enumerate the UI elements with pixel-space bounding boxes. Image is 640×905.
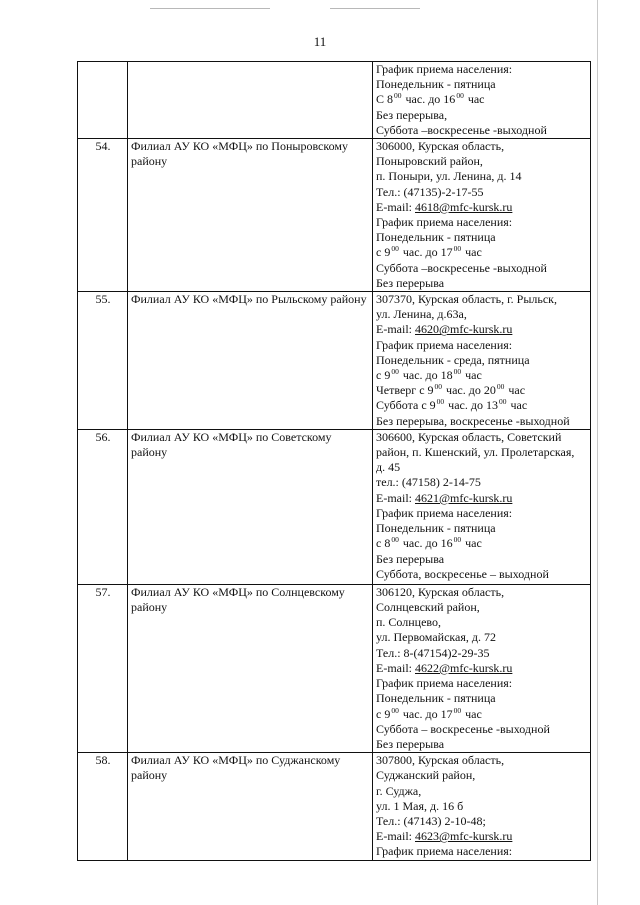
- info-line: [376, 383, 588, 398]
- time-minutes: 00: [456, 91, 464, 101]
- line-text: E-mail:: [376, 660, 415, 675]
- branch-info: [373, 753, 591, 860]
- row-number: 58.: [78, 753, 128, 860]
- info-line: [376, 322, 588, 337]
- info-line: [376, 491, 588, 506]
- branch-name: Филиал АУ КО «МФЦ» по Суджанскому району: [128, 753, 373, 860]
- info-line: График приема населения:: [376, 337, 513, 352]
- line-text: час. до 20: [443, 383, 496, 398]
- info-line: Понедельник - пятница: [376, 521, 496, 536]
- branch-name: Филиал АУ КО «МФЦ» по Советскому району: [128, 429, 373, 584]
- time-minutes: 00: [394, 91, 402, 101]
- table-row: [78, 429, 591, 584]
- info-line: 307370, Курская область, г. Рыльск,: [376, 292, 558, 307]
- time-minutes: 00: [453, 244, 462, 254]
- time-minutes: 00: [434, 382, 443, 392]
- line-text: Суббота с 9: [376, 398, 436, 413]
- info-line: Понедельник - пятница: [376, 230, 496, 245]
- table-row: [78, 292, 591, 430]
- mfc-branch-table: [77, 61, 591, 861]
- line-text: час: [505, 383, 526, 398]
- info-line: ул. Первомайская, д. 72: [376, 630, 496, 645]
- line-text: E-mail:: [376, 490, 415, 505]
- line-text: час. до 16: [402, 92, 456, 107]
- scan-edge-mark: [150, 8, 270, 9]
- info-line: Тел.: (47135)-2-17-55: [376, 184, 484, 199]
- line-text: час. до 17: [399, 706, 453, 721]
- info-line: Тел.: 8-(47154)2-29-35: [376, 645, 490, 660]
- info-line: [376, 829, 588, 844]
- info-line: [376, 661, 588, 676]
- time-minutes: 00: [453, 367, 462, 377]
- info-line: [376, 200, 588, 215]
- info-line: 307800, Курская область,: [376, 753, 505, 768]
- line-text: час. до 13: [445, 398, 498, 413]
- time-minutes: 00: [496, 382, 505, 392]
- line-text: с 9: [376, 368, 391, 383]
- page-number: 11: [313, 34, 327, 49]
- table-row: [78, 584, 591, 752]
- info-line: График приема населения:: [376, 505, 513, 520]
- line-text: час: [462, 536, 482, 551]
- info-line: [376, 536, 588, 551]
- info-line: [376, 245, 588, 260]
- info-line: График приема населения:: [376, 215, 513, 230]
- branch-name: Филиал АУ КО «МФЦ» по Рыльскому району: [128, 292, 373, 430]
- email-link[interactable]: 4620@mfc-kursk.ru: [415, 322, 513, 337]
- line-text: час: [464, 92, 485, 107]
- info-line: г. Суджа,: [376, 783, 422, 798]
- scan-edge-line: [597, 0, 598, 905]
- time-minutes: 00: [391, 535, 399, 545]
- line-text: час: [507, 398, 528, 413]
- row-number: 57.: [78, 584, 128, 752]
- line-text: E-mail:: [376, 199, 415, 214]
- info-line: ул. 1 Мая, д. 16 б: [376, 798, 464, 813]
- branch-info: [373, 139, 591, 292]
- info-line: 306600, Курская область, Советский: [376, 429, 562, 444]
- time-minutes: 00: [391, 367, 399, 377]
- email-link[interactable]: 4622@mfc-kursk.ru: [415, 660, 513, 675]
- scan-edge-mark: [330, 8, 420, 9]
- branch-name: [128, 62, 373, 139]
- table-body: [78, 62, 591, 861]
- info-line: Понедельник - пятница: [376, 691, 496, 706]
- table-row: [78, 753, 591, 860]
- row-number: 55.: [78, 292, 128, 430]
- info-line: [376, 707, 588, 722]
- info-line: Понедельник - среда, пятница: [376, 352, 530, 367]
- info-line: [376, 398, 588, 413]
- email-link[interactable]: 4621@mfc-kursk.ru: [415, 490, 513, 505]
- table-row: [78, 139, 591, 292]
- info-line: Без перерыва, воскресенье -выходной: [376, 413, 570, 428]
- info-line: График приема населения:: [376, 844, 513, 859]
- info-line: [376, 368, 588, 383]
- info-line: Понедельник - пятница: [376, 77, 496, 92]
- table-row: [78, 62, 591, 139]
- info-line: Тел.: (47143) 2-10-48;: [376, 813, 486, 828]
- info-line: п. Солнцево,: [376, 615, 442, 630]
- time-minutes: 00: [436, 397, 445, 407]
- time-minutes: 00: [453, 535, 462, 545]
- line-text: час: [462, 706, 482, 721]
- info-line: п. Поныри, ул. Ленина, д. 14: [376, 169, 522, 184]
- branch-info: [373, 62, 591, 139]
- info-line: График приема населения:: [376, 676, 513, 691]
- branch-info: [373, 429, 591, 584]
- info-line: д. 45: [376, 460, 401, 475]
- email-link[interactable]: 4623@mfc-kursk.ru: [415, 829, 513, 844]
- branch-info: [373, 292, 591, 430]
- info-line: тел.: (47158) 2-14-75: [376, 475, 481, 490]
- line-text: E-mail:: [376, 829, 415, 844]
- info-line: Суббота –воскресенье -выходной: [376, 260, 547, 275]
- line-text: час. до 18: [399, 368, 453, 383]
- info-line: Суббота – воскресенье -выходной: [376, 721, 550, 736]
- line-text: с 9: [376, 706, 391, 721]
- line-text: час. до 16: [399, 536, 453, 551]
- info-line: Без перерыва: [376, 275, 445, 290]
- row-number: [78, 62, 128, 139]
- info-line: Без перерыва: [376, 551, 445, 566]
- email-link[interactable]: 4618@mfc-kursk.ru: [415, 199, 513, 214]
- info-line: График приема населения:: [376, 62, 513, 76]
- info-line: ул. Ленина, д.63а,: [376, 307, 467, 322]
- line-text: E-mail:: [376, 322, 415, 337]
- info-line: 306120, Курская область,: [376, 584, 505, 599]
- info-line: район, п. Кшенский, ул. Пролетарская,: [376, 445, 575, 460]
- info-line: Поныровский район,: [376, 154, 483, 169]
- info-line: [376, 92, 588, 107]
- branch-name: Филиал АУ КО «МФЦ» по Поныровскому району: [128, 139, 373, 292]
- time-minutes: 00: [391, 244, 399, 254]
- line-text: С 8: [376, 92, 394, 107]
- line-text: Четверг с 9: [376, 383, 434, 398]
- info-line: Суджанский район,: [376, 768, 476, 783]
- branch-name: Филиал АУ КО «МФЦ» по Солнцевскому району: [128, 584, 373, 752]
- time-minutes: 00: [391, 705, 399, 715]
- info-line: Суббота, воскресенье – выходной: [376, 566, 549, 581]
- branch-info: [373, 584, 591, 752]
- info-line: Суббота –воскресенье -выходной: [376, 122, 547, 137]
- line-text: час: [462, 368, 482, 383]
- line-text: с 9: [376, 245, 391, 260]
- time-minutes: 00: [453, 705, 462, 715]
- line-text: с 8: [376, 536, 391, 551]
- time-minutes: 00: [498, 397, 507, 407]
- row-number: 56.: [78, 429, 128, 584]
- line-text: час. до 17: [399, 245, 453, 260]
- row-number: 54.: [78, 139, 128, 292]
- info-line: Солнцевский район,: [376, 600, 480, 615]
- info-line: Без перерыва,: [376, 107, 448, 122]
- info-line: 306000, Курская область,: [376, 139, 505, 154]
- line-text: час: [462, 245, 482, 260]
- info-line: Без перерыва: [376, 736, 445, 751]
